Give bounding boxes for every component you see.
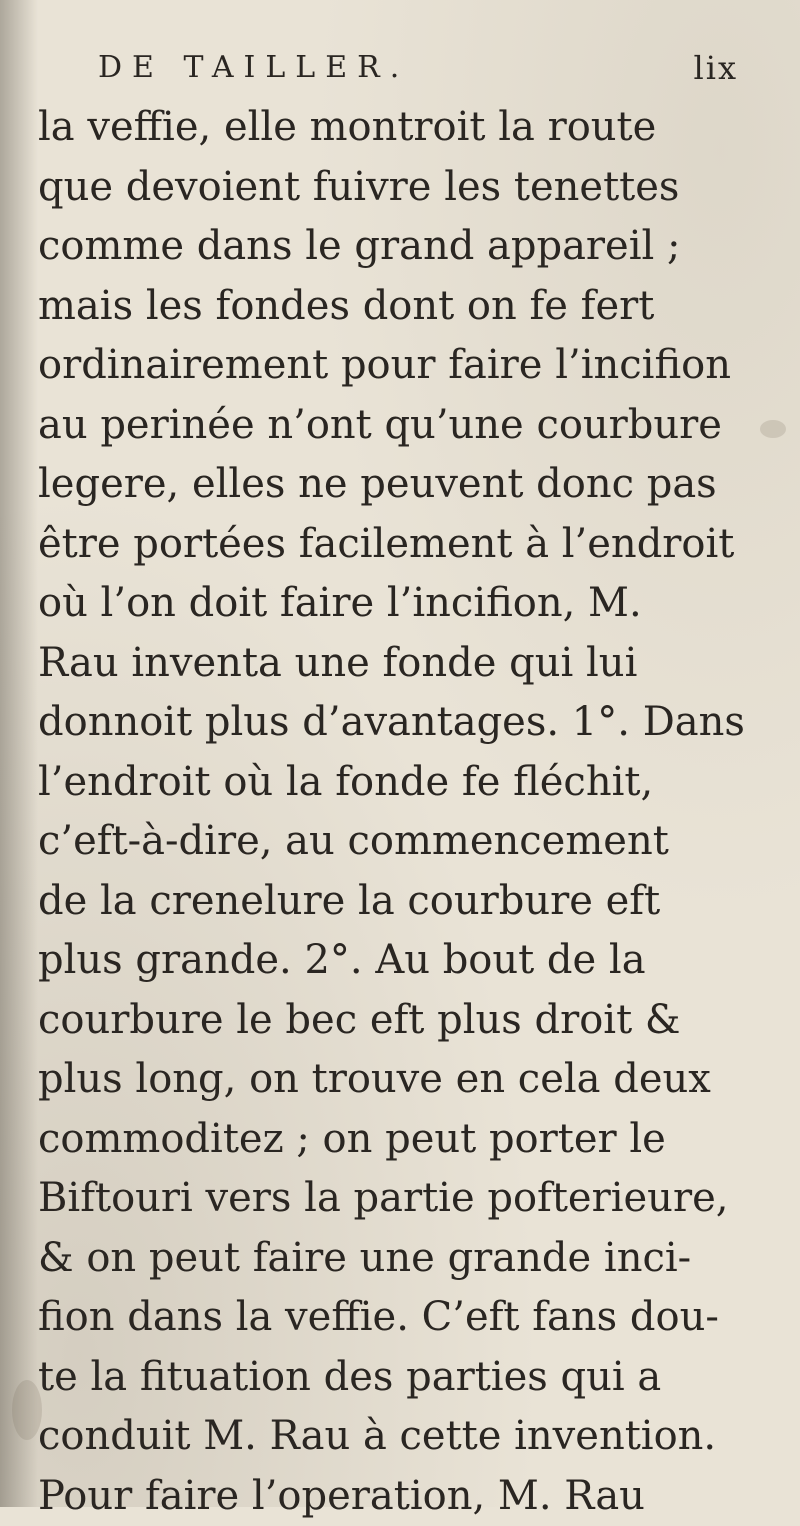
text-line: où l’on doit faire l’incifion, M. <box>38 574 758 634</box>
page-number: lix <box>693 44 738 92</box>
text-line: te la fituation des parties qui a <box>38 1348 758 1408</box>
text-line: commoditez ; on peut porter le <box>38 1110 758 1170</box>
page-edge-shadow <box>0 0 38 1507</box>
text-line: l’endroit où la fonde fe fléchit, <box>38 753 758 813</box>
text-line: donnoit plus d’avantages. 1°. Dans <box>38 693 758 753</box>
text-line: fion dans la veffie. C’eft fans dou- <box>38 1288 758 1348</box>
text-line: c’eft-à-dire, au commencement <box>38 812 758 872</box>
running-head: DE TAILLER. <box>98 44 409 92</box>
text-line: plus grande. 2°. Au bout de la <box>38 931 758 991</box>
text-line: être portées facilement à l’endroit <box>38 515 758 575</box>
text-line: mais les fondes dont on fe fert <box>38 277 758 337</box>
text-line: & on peut faire une grande inci- <box>38 1229 758 1289</box>
paper-stain <box>760 420 786 438</box>
text-line: ordinairement pour faire l’incifion <box>38 336 758 396</box>
text-line: la veffie, elle montroit la route <box>38 98 758 158</box>
text-line: courbure le bec eft plus droit & <box>38 991 758 1051</box>
text-line: de la crenelure la courbure eft <box>38 872 758 932</box>
text-line: comme dans le grand appareil ; <box>38 217 758 277</box>
page-header <box>98 44 738 92</box>
text-line: conduit M. Rau à cette invention. <box>38 1407 758 1467</box>
text-line: au perinée n’ont qu’une courbure <box>38 396 758 456</box>
text-line: Pour faire l’operation, M. Rau <box>38 1467 758 1526</box>
text-line: que devoient fuivre les tenettes <box>38 158 758 218</box>
text-line: Rau inventa une fonde qui lui <box>38 634 758 694</box>
body-text <box>38 98 758 1526</box>
text-line: legere, elles ne peuvent donc pas <box>38 455 758 515</box>
text-line: Biftouri vers la partie pofterieure, <box>38 1169 758 1229</box>
text-line: plus long, on trouve en cela deux <box>38 1050 758 1110</box>
